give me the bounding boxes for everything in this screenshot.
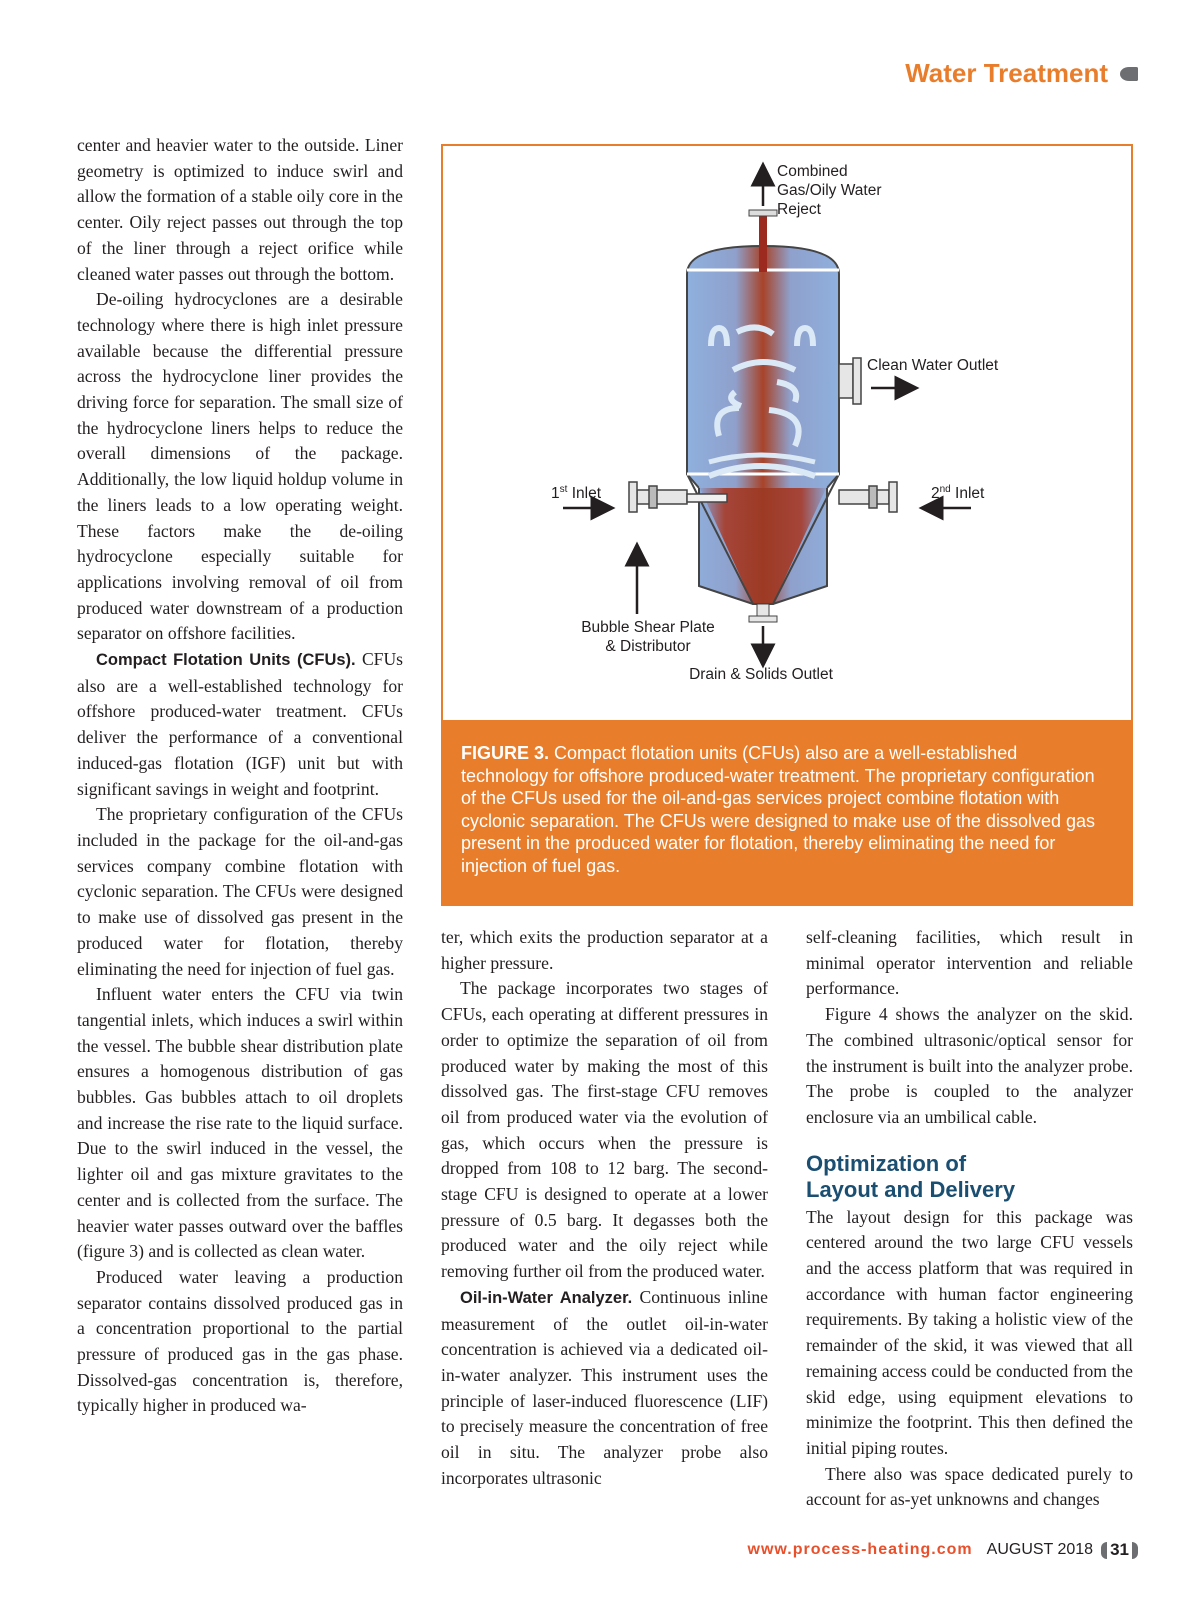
column-3: [806, 925, 1133, 1513]
reject-pipe: [759, 216, 767, 272]
run-in-heading: Oil-in-Water Analyzer.: [460, 1288, 633, 1307]
label-clean-water-outlet: Clean Water Outlet: [867, 357, 999, 374]
figure-caption: [443, 720, 1131, 904]
label-bubble-plate: & Distributor: [605, 638, 691, 655]
issue-date: AUGUST 2018: [986, 1541, 1094, 1558]
page-bracket-left-icon: [1101, 1542, 1107, 1559]
website-link[interactable]: www.process-heating.com: [747, 1541, 973, 1558]
paragraph: There also was space dedicated purely to account for as-yet unknowns and changes: [806, 1463, 1133, 1510]
caption-label: FIGURE 3.: [461, 743, 550, 763]
paragraph: Produced water leaving a production separator contains dissolved produced gas in a concentration proportional to the partial pressure of produced gas in the gas phase. Dissolved-gas concentration is, therefore, typically higher in produced wa-: [77, 1266, 403, 1416]
label-inlet-1: 1st Inlet: [551, 484, 602, 502]
run-in-heading: Compact Flotation Units (CFUs).: [96, 651, 356, 670]
page-footer: [748, 1540, 1138, 1560]
page-number: 31: [1101, 1540, 1138, 1560]
paragraph-text: CFUs also are a well-established technology for offshore produced-water treatment. CFUs deliver the performance of a conventional induced-gas flotation (IGF) unit but with significant savings in weight and footprint.: [77, 649, 404, 799]
paragraph: The package incorporates two stages of CFUs, each operating at different pressures in order to optimize the separation of oil from produced water by making the most of this dissolved gas. The first-stage CFU removes oil from produced water via the evolution of gas, which occurs when the pressure is dropped from 108 to 12 barg. The second-stage CFU is designed to operate at a lower pressure of 0.5 barg. It degasses both the produced water and the oily reject while removing further oil from the produced water.: [441, 978, 768, 1282]
label-drain: Drain & Solids Outlet: [689, 666, 833, 683]
section-title: Water Treatment: [905, 58, 1108, 88]
paragraph: [77, 647, 403, 802]
header-bullet-icon: [1120, 67, 1138, 81]
figure-3: [441, 144, 1133, 906]
label-inlet-2: 2nd Inlet: [931, 484, 985, 502]
label-reject: Reject: [777, 201, 821, 218]
paragraph: The proprietary configuration of the CFUs included in the package for the oil-and-gas services company combine flotation with cyclonic separation. The CFUs were designed to make use of dissolved gas present in the produced water for flotation, thereby eliminating the need for injection of fuel gas.: [77, 804, 403, 979]
paragraph: De-oiling hydrocyclones are a desirable technology where there is high inlet pressure available because the differential pressure across the hydrocyclone liner provides the driving force for separation. The small size of the hydrocyclone liners helps to reduce the overall dimensions of the package. Additionally, the low liquid holdup volume in the liners leads to a low operating weight. These factors make the de-oiling hydrocyclone especially suitable for applications involving removal of oil from produced water downstream of a production separator on offshore facilities.: [77, 289, 403, 644]
label-bubble-plate: Bubble Shear Plate: [581, 619, 715, 636]
page-bracket-right-icon: [1132, 1542, 1138, 1559]
paragraph: Figure 4 shows the analyzer on the skid. The combined ultrasonic/optical sensor for the instrument is built into the analyzer probe. The probe is coupled to the analyzer enclosure via an umbilical cable.: [806, 1004, 1133, 1127]
column-1: [77, 133, 403, 1419]
paragraph: [441, 1285, 768, 1492]
paragraph-text: Continuous inline measurement of the outlet oil-in-water concentration is achieved via a dedicated oil-in-water analyzer. This instrument uses the principle of laser-induced fluorescence (LIF) to precisely measure the concentration of free oil in situ. The analyzer probe also incorporates ultrasonic: [441, 1286, 768, 1488]
paragraph: self-cleaning facilities, which result in minimal operator intervention and reliable performance.: [806, 927, 1133, 999]
paragraph: ter, which exits the production separator at a higher pressure.: [441, 927, 768, 973]
section-heading: Optimization of Layout and Delivery: [806, 1150, 1016, 1202]
column-2: [441, 925, 768, 1491]
paragraph: center and heavier water to the outside. Liner geometry is optimized to induce swirl and allow the formation of a stable oily core in the center. Oily reject passes out through the top of the liner through a reject orifice while cleaned water passes out through the bottom.: [77, 135, 403, 284]
running-header: [905, 58, 1138, 89]
drain-pipe: [757, 604, 769, 616]
cfu-diagram: [443, 146, 1131, 718]
inlet-2-pipe: [839, 482, 897, 512]
label-reject: Gas/Oily Water: [777, 182, 882, 199]
label-reject: Combined: [777, 163, 848, 180]
clean-water-pipe: [839, 364, 853, 398]
paragraph: The layout design for this package was centered around the two large CFU vessels and the access platform that was required in accordance with human factor engineering requirements. By taking a holistic view of the remainder of the skid, it was viewed that all remaining access could be conducted from the skid edge, using equipment elevations to minimize the footprint. This then defined the initial piping routes.: [806, 1206, 1133, 1458]
caption-text: Compact flotation units (CFUs) also are a well-established technology for offshore produced-water treatment. The proprietary configuration of the CFUs used for the oil-and-gas services project combine flotation with cyclonic separation. The CFUs were designed to make use of the dissolved gas present in the produced water for flotation, thereby eliminating the need for injection of fuel gas.: [461, 743, 1095, 876]
paragraph: Influent water enters the CFU via twin tangential inlets, which induces a swirl within the vessel. The bubble shear distribution plate ensures a homogenous distribution of gas bubbles. Gas bubbles attach to oil droplets and increase the rise rate to the liquid surface. Due to the swirl induced in the vessel, the lighter oil and gas mixture gravitates to the center and is collected from the surface. The heavier water passes outward over the baffles (figure 3) and is collected as clean water.: [77, 984, 403, 1262]
